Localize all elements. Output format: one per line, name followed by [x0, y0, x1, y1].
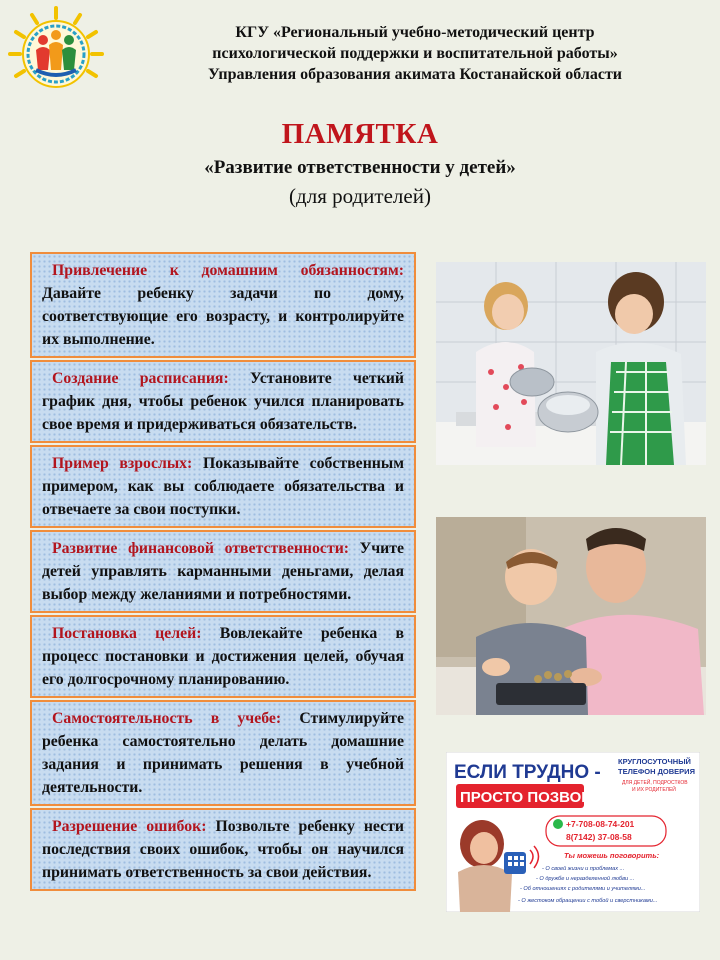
tip-schedule	[30, 360, 416, 443]
tip-heading: Развитие финансовой ответственности:	[52, 540, 350, 557]
org-line: психологической поддержки и воспитательной работы»	[212, 45, 618, 62]
tip-study-independence	[30, 700, 416, 806]
tip-heading: Постановка целей:	[52, 625, 202, 642]
poster-phone: +7-708-08-74-201	[566, 819, 635, 829]
children-kitchen-photo	[436, 262, 706, 465]
whatsapp-icon	[553, 819, 563, 829]
tips-list	[30, 252, 416, 893]
poster-topic: - О дружбе и неразделенной любви ...	[536, 876, 635, 882]
audience-note: (для родителей)	[289, 184, 431, 208]
tip-household-chores	[30, 252, 416, 358]
poster-side-text: КРУГЛОСУТОЧНЫЙ	[618, 757, 691, 766]
org-line: Управления образования акимата Костанайской области	[207, 66, 623, 83]
poster-side-text: И ИХ РОДИТЕЛЕЙ	[632, 787, 676, 793]
poster-topic: - О жестоком обращении с тобой и сверстниками...	[518, 898, 658, 904]
tip-text: Позвольте ребенку нести последствия своих ошибок, чтобы он научился принимать ответственность за свои действия.	[42, 818, 404, 881]
poster-topic: - Об отношениях с родителями и учителями...	[520, 886, 646, 892]
page-subtitle: «Развитие ответственности у детей»	[204, 157, 516, 178]
poster-side-text: ДЛЯ ДЕТЕЙ, ПОДРОСТКОВ	[622, 780, 688, 786]
people-figures	[36, 30, 76, 75]
father-son-money-photo	[436, 517, 706, 715]
helpline-poster	[446, 752, 700, 912]
tip-heading: Создание расписания:	[52, 370, 229, 387]
poster-headline: ПРОСТО ПОЗВОНИ	[460, 789, 603, 806]
tip-text: Давайте ребенку задачи по дому, соответствующие его возрасту, и контролируйте их выполнение.	[42, 285, 404, 348]
poster-headline: ЕСЛИ ТРУДНО -	[454, 762, 601, 783]
center-logo	[6, 4, 106, 96]
tip-financial	[30, 530, 416, 613]
tip-text: Вовлекайте ребенка в процесс постановки и достижения целей, обучая его долгосрочному планированию.	[42, 625, 404, 688]
tip-heading: Привлечение к домашним обязанностям:	[52, 262, 404, 279]
organization-name	[150, 22, 680, 85]
poster-topic: - О своей жизни и проблемах ...	[542, 866, 625, 872]
tip-text: Показывайте собственным примером, как вы соблюдаете обязательства и отвечаете за свои поступки.	[42, 455, 404, 518]
tip-heading: Самостоятельность в учебе:	[52, 710, 282, 727]
tip-heading: Разрешение ошибок:	[52, 818, 207, 835]
page-title: ПАМЯТКА	[281, 118, 439, 150]
tip-text: Стимулируйте ребенка самостоятельно делать домашние задания и принимать решения в учебной деятельности.	[42, 710, 404, 796]
tip-text: Установите четкий график дня, чтобы ребенок учился планировать свое время и придерживаться обязательств.	[42, 370, 404, 433]
tip-adult-example	[30, 445, 416, 528]
poster-can-talk: Ты можешь поговорить:	[564, 851, 660, 860]
tip-mistakes	[30, 808, 416, 891]
tip-heading: Пример взрослых:	[52, 455, 193, 472]
tip-goals	[30, 615, 416, 698]
poster-side-text: ТЕЛЕФОН ДОВЕРИЯ	[618, 767, 695, 776]
poster-phone: 8(7142) 37-08-58	[566, 832, 632, 842]
tip-text: Учите детей управлять карманными деньгами, делая выбор между желаниями и потребностями.	[42, 540, 405, 603]
org-line: КГУ «Региональный учебно-методический центр	[235, 24, 595, 41]
